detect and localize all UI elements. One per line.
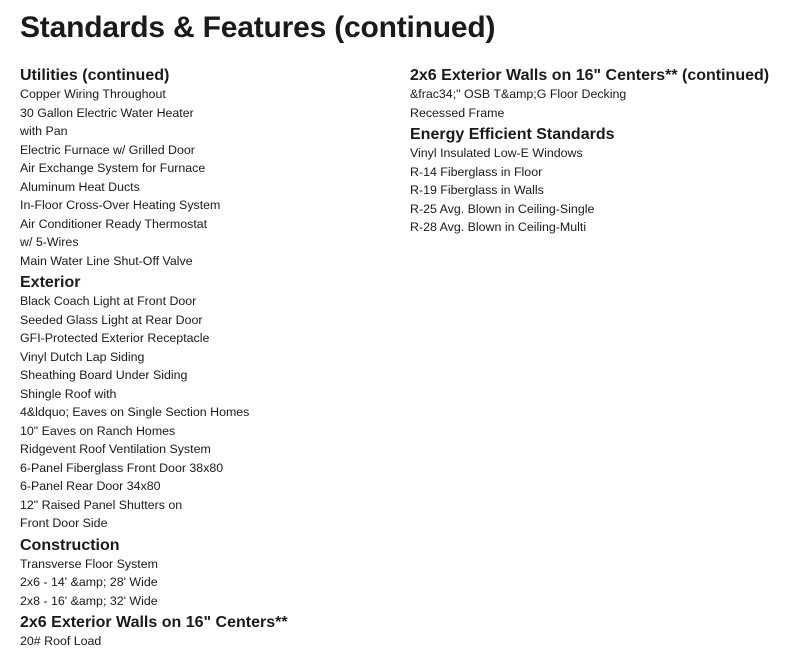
list-item: with Pan: [20, 124, 68, 138]
list-item: Air Exchange System for Furnace: [20, 161, 206, 175]
list-item: R-25 Avg. Blown in Ceiling-Single: [410, 201, 595, 216]
list-item: w/ 5-Wires: [20, 235, 79, 249]
list-item: Recessed Frame: [410, 105, 505, 120]
list-item: 10" Eaves on Ranch Homes: [20, 423, 176, 438]
list-item: Vinyl Dutch Lap Siding: [20, 349, 145, 364]
page-title: Standards & Features (continued): [20, 11, 496, 44]
list-item: Aluminum Heat Ducts: [20, 179, 140, 194]
list-item: Copper Wiring Throughout: [20, 87, 166, 101]
section-heading: 2x6 Exterior Walls on 16" Centers** (continued): [410, 67, 770, 84]
list-item: Black Coach Light at Front Door: [20, 294, 197, 308]
list-item: Main Water Line Shut-Off Valve: [20, 253, 193, 268]
left-column: [20, 67, 400, 655]
list-item: &frac34;" OSB T&amp;G Floor Decking: [410, 87, 627, 101]
list-item: 12" Raised Panel Shutters on: [20, 497, 183, 512]
section-heading: 2x6 Exterior Walls on 16" Centers**: [20, 614, 288, 631]
list-item: R-28 Avg. Blown in Ceiling-Multi: [410, 220, 587, 234]
list-item: 2x8 - 16' &amp; 32' Wide: [20, 593, 158, 608]
section-exterior-walls: [20, 614, 400, 651]
list-item: R-14 Fiberglass in Floor: [410, 164, 543, 179]
list-item: Seeded Glass Light at Rear Door: [20, 312, 203, 327]
list-item: In-Floor Cross-Over Heating System: [20, 198, 221, 212]
list-item: 20# Roof Load: [20, 634, 102, 648]
list-item: Front Door Side: [20, 516, 108, 530]
section-exterior: [20, 274, 400, 533]
section-energy-efficient: [410, 126, 790, 237]
list-item: 6-Panel Fiberglass Front Door 38x80: [20, 460, 224, 475]
section-heading: Utilities (continued): [20, 67, 170, 84]
section-heading: Energy Efficient Standards: [410, 126, 615, 143]
section-heading: Exterior: [20, 274, 81, 291]
list-item: Electric Furnace w/ Grilled Door: [20, 142, 195, 157]
list-item: Sheathing Board Under Siding: [20, 368, 188, 382]
section-exterior-walls-continued: [410, 67, 790, 122]
list-item: Ridgevent Roof Ventilation System: [20, 442, 211, 456]
list-item: 6-Panel Rear Door 34x80: [20, 479, 161, 493]
list-item: Air Conditioner Ready Thermostat: [20, 216, 208, 231]
list-item: 2x6 - 14' &amp; 28' Wide: [20, 575, 158, 589]
list-item: 4&ldquo; Eaves on Single Section Homes: [20, 405, 250, 419]
list-item: R-19 Fiberglass in Walls: [410, 183, 544, 197]
list-item: Vinyl Insulated Low-E Windows: [410, 146, 583, 160]
section-construction: [20, 537, 400, 611]
list-item: 30 Gallon Electric Water Heater: [20, 105, 194, 120]
list-item: Shingle Roof with: [20, 386, 117, 401]
right-column: [410, 67, 790, 241]
list-item: GFI-Protected Exterior Receptacle: [20, 331, 210, 345]
list-item: Transverse Floor System: [20, 556, 158, 571]
section-utilities: [20, 67, 400, 270]
section-heading: Construction: [20, 536, 120, 554]
